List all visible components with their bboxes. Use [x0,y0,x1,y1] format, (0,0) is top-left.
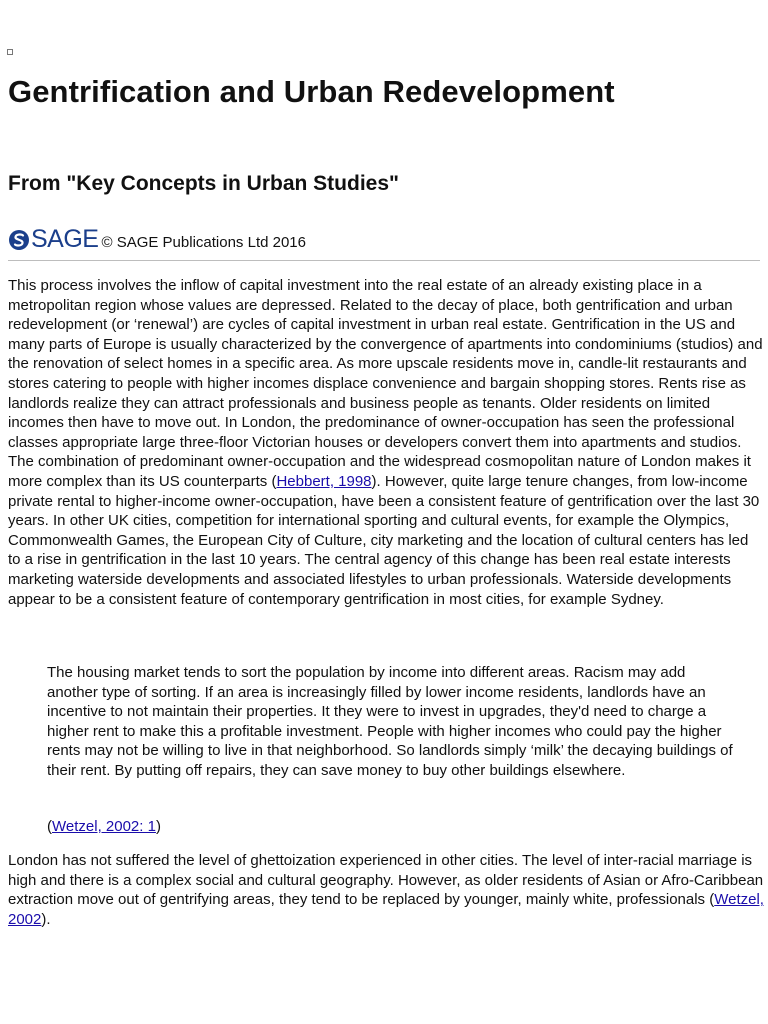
broken-image-icon [7,49,13,55]
reference-link-wetzel-2002-1[interactable]: Wetzel, 2002: 1 [52,818,156,835]
page-subtitle: From "Key Concepts in Urban Studies" [8,172,399,195]
paragraph-text: This process involves the inflow of capital investment into the real estate of an already existing place in a metropolitan region whose values are depressed. Related to the decay of place, both gentrification and urban redevelopment (or ‘renewal’) are cycles of capital investment in urban real estate. Gentrification in the US and many parts of Europe is usually characterized by the convergence of apartments into condominiums (studios) and the renovation of select homes in a specific area. As more upscale residents move in, candle-lit restaurants and stores catering to people with higher incomes displace convenience and bargain shopping stores. Rents rise as landlords realize they can attract professionals and business people as tenants. Older residents on limited incomes then have to move out. In London, the predominance of owner-occupation has seen the professional classes appropriate large three-floor Victorian houses or developers convert them into apartments and studios. The combination of predominant owner-occupation and the widespread cosmopolitan nature of London makes it more complex than its US counterparts ( [8,277,763,490]
body-paragraph [8,276,764,609]
reference-link-wetzel-2002[interactable]: Wetzel, 2002 [8,891,764,928]
reference-link-hebbert-1998[interactable]: Hebbert, 1998 [276,472,372,490]
citation-close: ) [155,818,161,835]
sage-logo-text: SAGE [31,225,99,253]
paragraph-text: ). However, quite large tenure changes, from low-income private rental to higher-income owner-occupation, have been a consistent feature of gentrification over the last 30 years. In other UK cities, competition for international sporting and cultural events, for example the Olympics, Commonwealth Games, the European City of Culture, city marketing and the location of cultural centers has led to a rise in gentrification in the last 10 years. The central agency of this change has been real estate interests marketing waterside developments and associated lifestyles to urban professionals. Waterside developments appear to be a consistent feature of contemporary gentrification in most cities, for example Sydney. [8,472,760,608]
page-title: Gentrification and Urban Redevelopment [8,74,615,109]
sage-logo-mark-icon [8,229,30,251]
body-paragraph [8,851,764,929]
sage-logo [8,227,98,252]
divider [8,260,760,261]
paragraph-text: ). [41,910,51,928]
publisher-line [8,222,306,252]
quote-citation [47,817,737,837]
block-quote: The housing market tends to sort the population by income into different areas. Racism may add another type of sorting. If an area is increasingly filled by lower income residents, landlords have an incentive to not maintain their properties. It they were to invest in upgrades, they'd need to charge a higher rent to make this a profitable investment. People with higher incomes who could pay the higher rents may not be willing to live in that neighborhood. So landlords simply ‘milk’ the decaying buildings of their rent. By putting off repairs, they can save money to buy other buildings elsewhere. [47,664,733,779]
paragraph-text: London has not suffered the level of ghettoization experienced in other cities. The level of inter-racial marriage is high and there is a complex social and cultural geography. However, as older residents of Asian or Afro-Caribbean extraction move out of gentrifying areas, they tend to be replaced by younger, mainly white, professionals ( [8,852,764,909]
copyright-text: © SAGE Publications Ltd 2016 [101,234,306,251]
citation-open: ( [47,818,52,835]
